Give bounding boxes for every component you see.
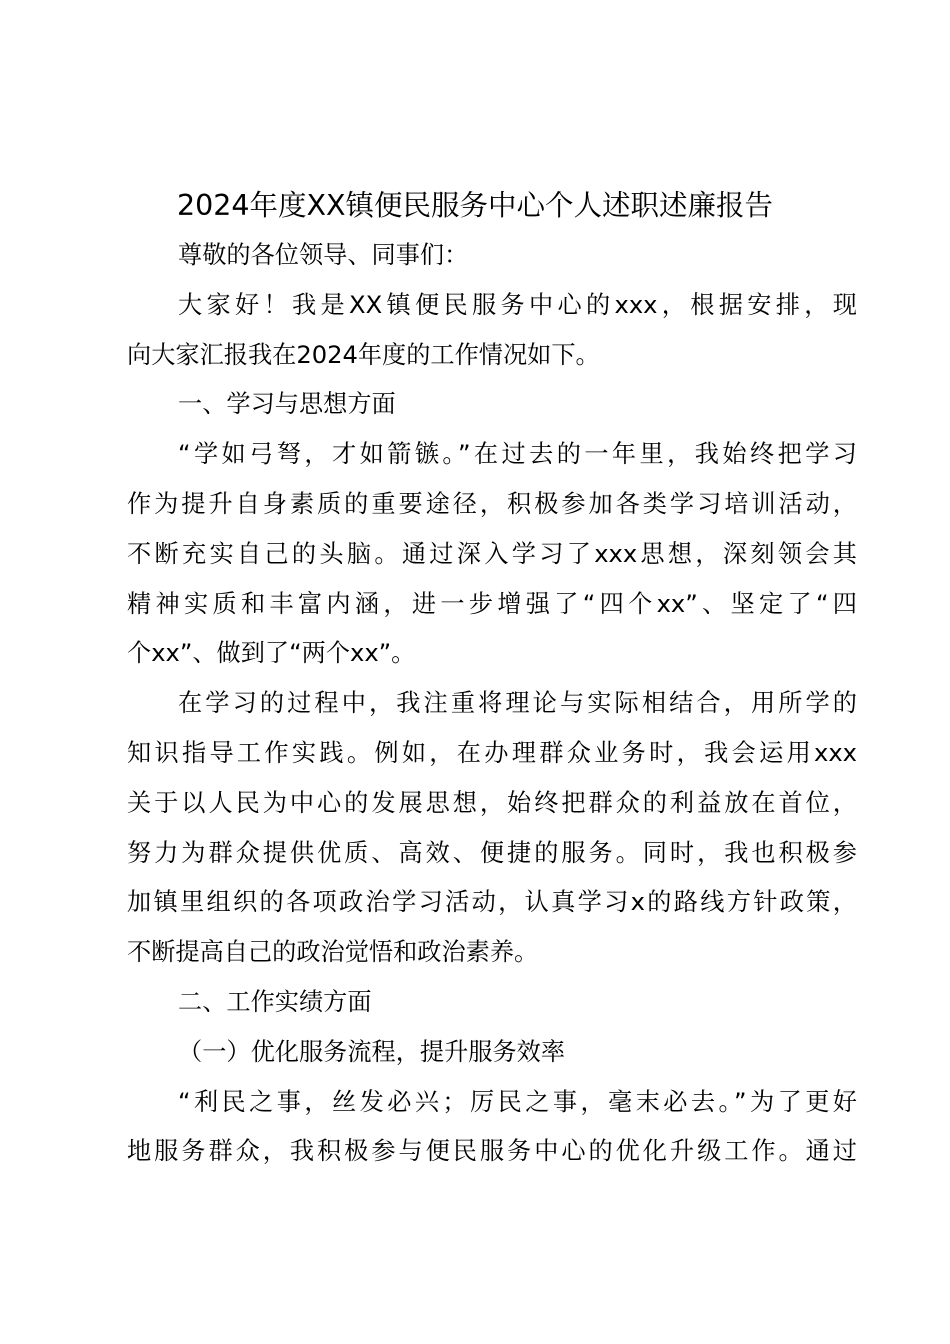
section1-heading — [127, 380, 857, 430]
paragraph-line: 作为提升自身素质的重要途径，积极参加各类学习培训活动， — [127, 489, 857, 518]
paragraph-line: 在学习的过程中，我注重将理论与实际相结合，用所学的 — [178, 689, 857, 718]
intro-paragraph — [127, 281, 857, 381]
section2-paragraph-1 — [127, 1078, 857, 1178]
paragraph-line: 不断充实自己的头脑。通过深入学习了xxx思想，深刻领会其 — [127, 539, 857, 568]
section-heading-line: 二、工作实绩方面 — [178, 987, 372, 1016]
document-body — [127, 231, 857, 1177]
salutation-line: 尊敬的各位领导、同事们： — [178, 241, 469, 269]
paragraph-line: “利民之事，丝发必兴；厉民之事，毫末必去。”为了更好 — [178, 1087, 857, 1116]
salutation-paragraph — [127, 231, 857, 281]
paragraph-line: 加镇里组织的各项政治学习活动，认真学习x的路线方针政策， — [127, 888, 857, 917]
section2-heading — [127, 978, 857, 1028]
section1-paragraph-1 — [127, 430, 857, 679]
document-title: 2024年度XX镇便民服务中心个人述职述廉报告 — [176, 189, 774, 222]
paragraph-line: 精神实质和丰富内涵，进一步增强了“四个xx”、坚定了“四 — [127, 589, 857, 618]
section2-subheading-1 — [127, 1028, 857, 1078]
paragraph-line: 不断提高自己的政治觉悟和政治素养。 — [127, 938, 539, 967]
intro-line: 向大家汇报我在2024年度的工作情况如下。 — [127, 340, 600, 369]
paragraph-line: 关于以人民为中心的发展思想，始终把群众的利益放在首位， — [127, 788, 857, 817]
section1-paragraph-2 — [127, 679, 857, 978]
subheading-line: （一）优化服务流程，提升服务效率 — [178, 1037, 566, 1066]
intro-line: 大家好！我是XX镇便民服务中心的xxx，根据安排，现 — [178, 290, 857, 319]
paragraph-line: 努力为群众提供优质、高效、便捷的服务。同时，我也积极参 — [127, 838, 857, 867]
paragraph-line: “学如弓弩，才如箭镞。”在过去的一年里，我始终把学习 — [178, 440, 857, 469]
paragraph-line: 知识指导工作实践。例如，在办理群众业务时，我会运用xxx — [127, 738, 857, 767]
paragraph-line: 个xx”、做到了“两个xx”。 — [127, 639, 416, 668]
paragraph-line: 地服务群众，我积极参与便民服务中心的优化升级工作。通过 — [127, 1137, 857, 1166]
section-heading-line: 一、学习与思想方面 — [178, 390, 396, 419]
